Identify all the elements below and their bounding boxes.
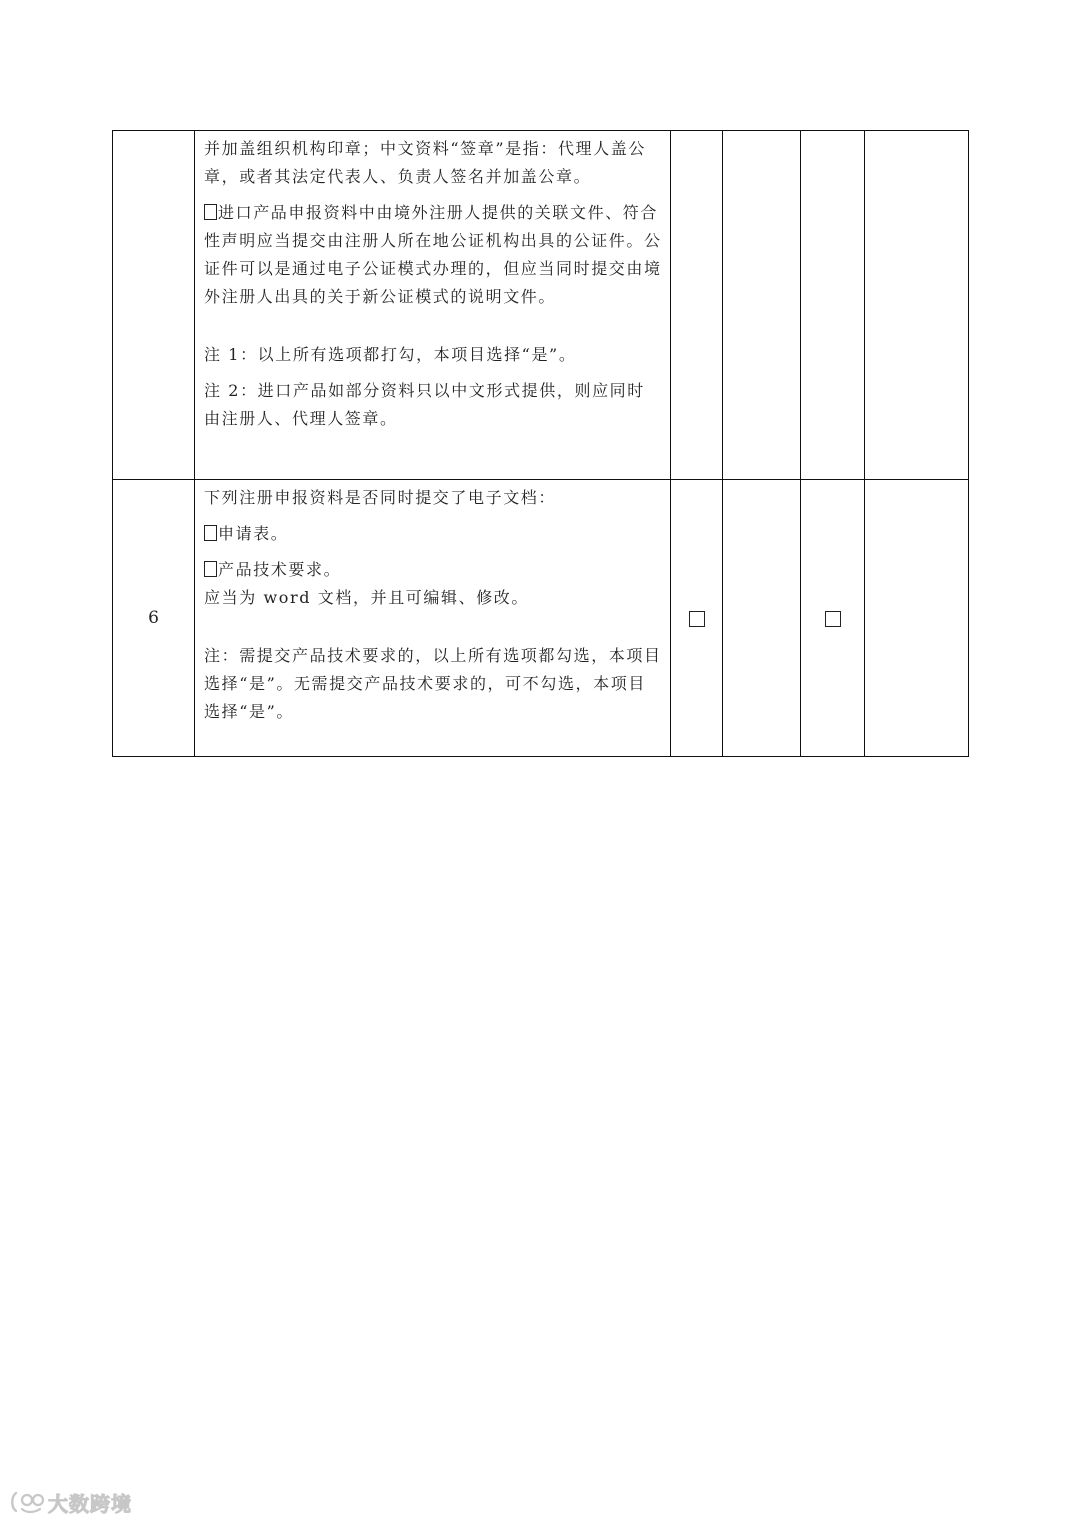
note-line: 注：需提交产品技术要求的，以上所有选项都勾选，本项目选择“是”。无需提交产品技术要求的，可不勾选，本项目选择“是”。: [204, 646, 662, 721]
note-line: 注 2：进口产品如部分资料只以中文形式提供，则应同时由注册人、代理人签章。: [204, 381, 645, 428]
table-row: [113, 480, 969, 757]
table-row: [113, 131, 969, 480]
yes-cell: [671, 480, 723, 757]
watermark: [10, 1489, 132, 1515]
checkbox-option-technical-requirements[interactable]: [204, 556, 662, 584]
checkbox-icon[interactable]: [204, 525, 217, 541]
checkbox-icon[interactable]: [204, 204, 217, 220]
yes-remark-cell: [723, 480, 801, 757]
item-number-cell: [113, 131, 195, 480]
checkbox-option-notarization[interactable]: [204, 199, 662, 311]
no-cell: [801, 480, 865, 757]
remark-cell: [865, 480, 969, 757]
yes-remark-cell: [723, 131, 801, 480]
no-checkbox-icon[interactable]: [825, 611, 841, 627]
watermark-text: 大数跨境: [48, 1491, 132, 1516]
option-label: 产品技术要求。: [218, 560, 342, 579]
yes-checkbox-icon[interactable]: [689, 611, 705, 627]
yes-cell: [671, 131, 723, 480]
checkbox-icon[interactable]: [204, 561, 217, 577]
content-line: 下列注册申报资料是否同时提交了电子文档：: [204, 488, 557, 507]
checkbox-option-application-form[interactable]: [204, 520, 662, 548]
no-cell: [801, 131, 865, 480]
item-content-cell: [195, 131, 671, 480]
option-label: 申请表。: [218, 524, 289, 543]
remark-cell: [865, 131, 969, 480]
review-table: [112, 130, 969, 757]
content-line: 并加盖组织机构印章；中文资料“签章”是指：代理人盖公章，或者其法定代表人、负责人签名并加盖公章。: [204, 139, 646, 186]
brand-logo-icon: [10, 1489, 46, 1515]
note-line: 注 1：以上所有选项都打勾，本项目选择“是”。: [204, 345, 577, 364]
option-label: 进口产品申报资料中由境外注册人提供的关联文件、符合性声明应当提交由注册人所在地公证机构出具的公证件。公证件可以是通过电子公证模式办理的，但应当同时提交由境外注册人出具的关于新公证模式的说明文件。: [204, 203, 662, 306]
content-line: 应当为 word 文档，并且可编辑、修改。: [204, 588, 529, 607]
item-number-cell: 6: [113, 480, 195, 757]
item-content-cell: [195, 480, 671, 757]
